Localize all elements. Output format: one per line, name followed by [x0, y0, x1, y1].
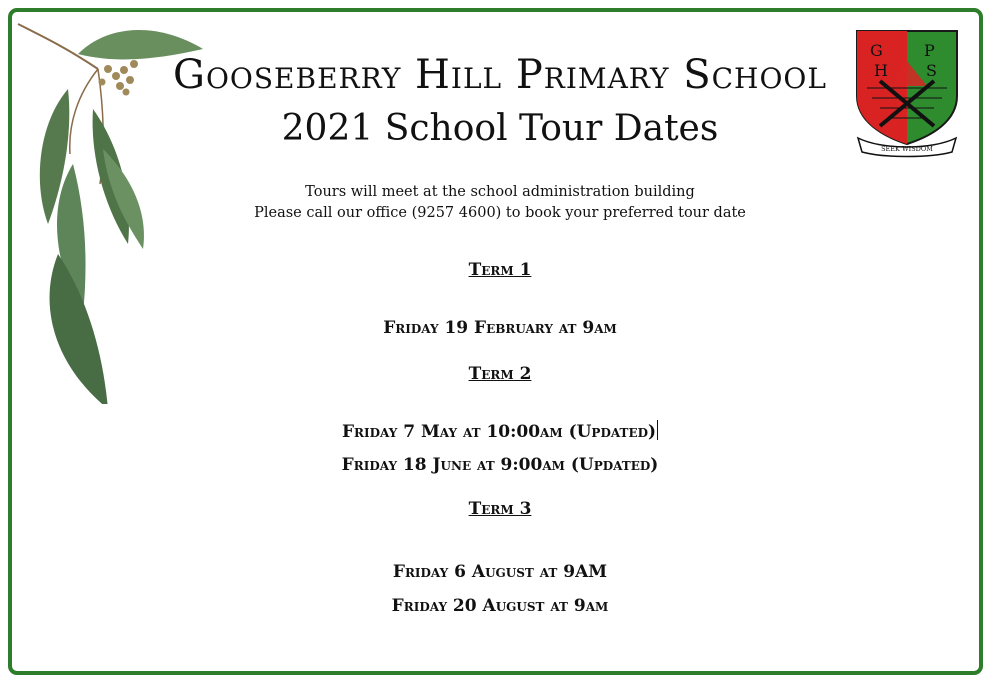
term-2-date-2: Friday 18 June at 9:00am (Updated)	[341, 455, 659, 475]
tour-dates-title: 2021 School Tour Dates	[281, 108, 719, 149]
info-line-booking: Please call our office (9257 4600) to book your preferred tour date	[254, 205, 746, 221]
crest-letter-h: H	[874, 61, 888, 80]
text-cursor	[657, 420, 658, 440]
term-2-heading: Term 2	[468, 364, 532, 384]
crest-letter-s: S	[926, 61, 937, 80]
crest-letter-p: P	[924, 41, 935, 60]
term-2-date-1	[0, 420, 1000, 442]
school-name-heading: Gooseberry Hill Primary School	[173, 52, 827, 98]
crest-motto: SEEK WISDOM	[881, 145, 933, 153]
info-line-meeting: Tours will meet at the school administration building	[305, 184, 695, 200]
term-1-heading: Term 1	[468, 260, 532, 280]
term-2-date-1-text: Friday 7 May at 10:00am (Updated)	[341, 422, 657, 442]
term-3-date-1: Friday 6 August at 9AM	[392, 562, 608, 582]
term-3-date-2: Friday 20 August at 9am	[391, 596, 609, 616]
info-text	[0, 182, 1000, 224]
term-3-heading: Term 3	[468, 499, 532, 519]
crest-letter-g: G	[870, 41, 883, 60]
term-1-date-1: Friday 19 February at 9am	[383, 318, 617, 338]
